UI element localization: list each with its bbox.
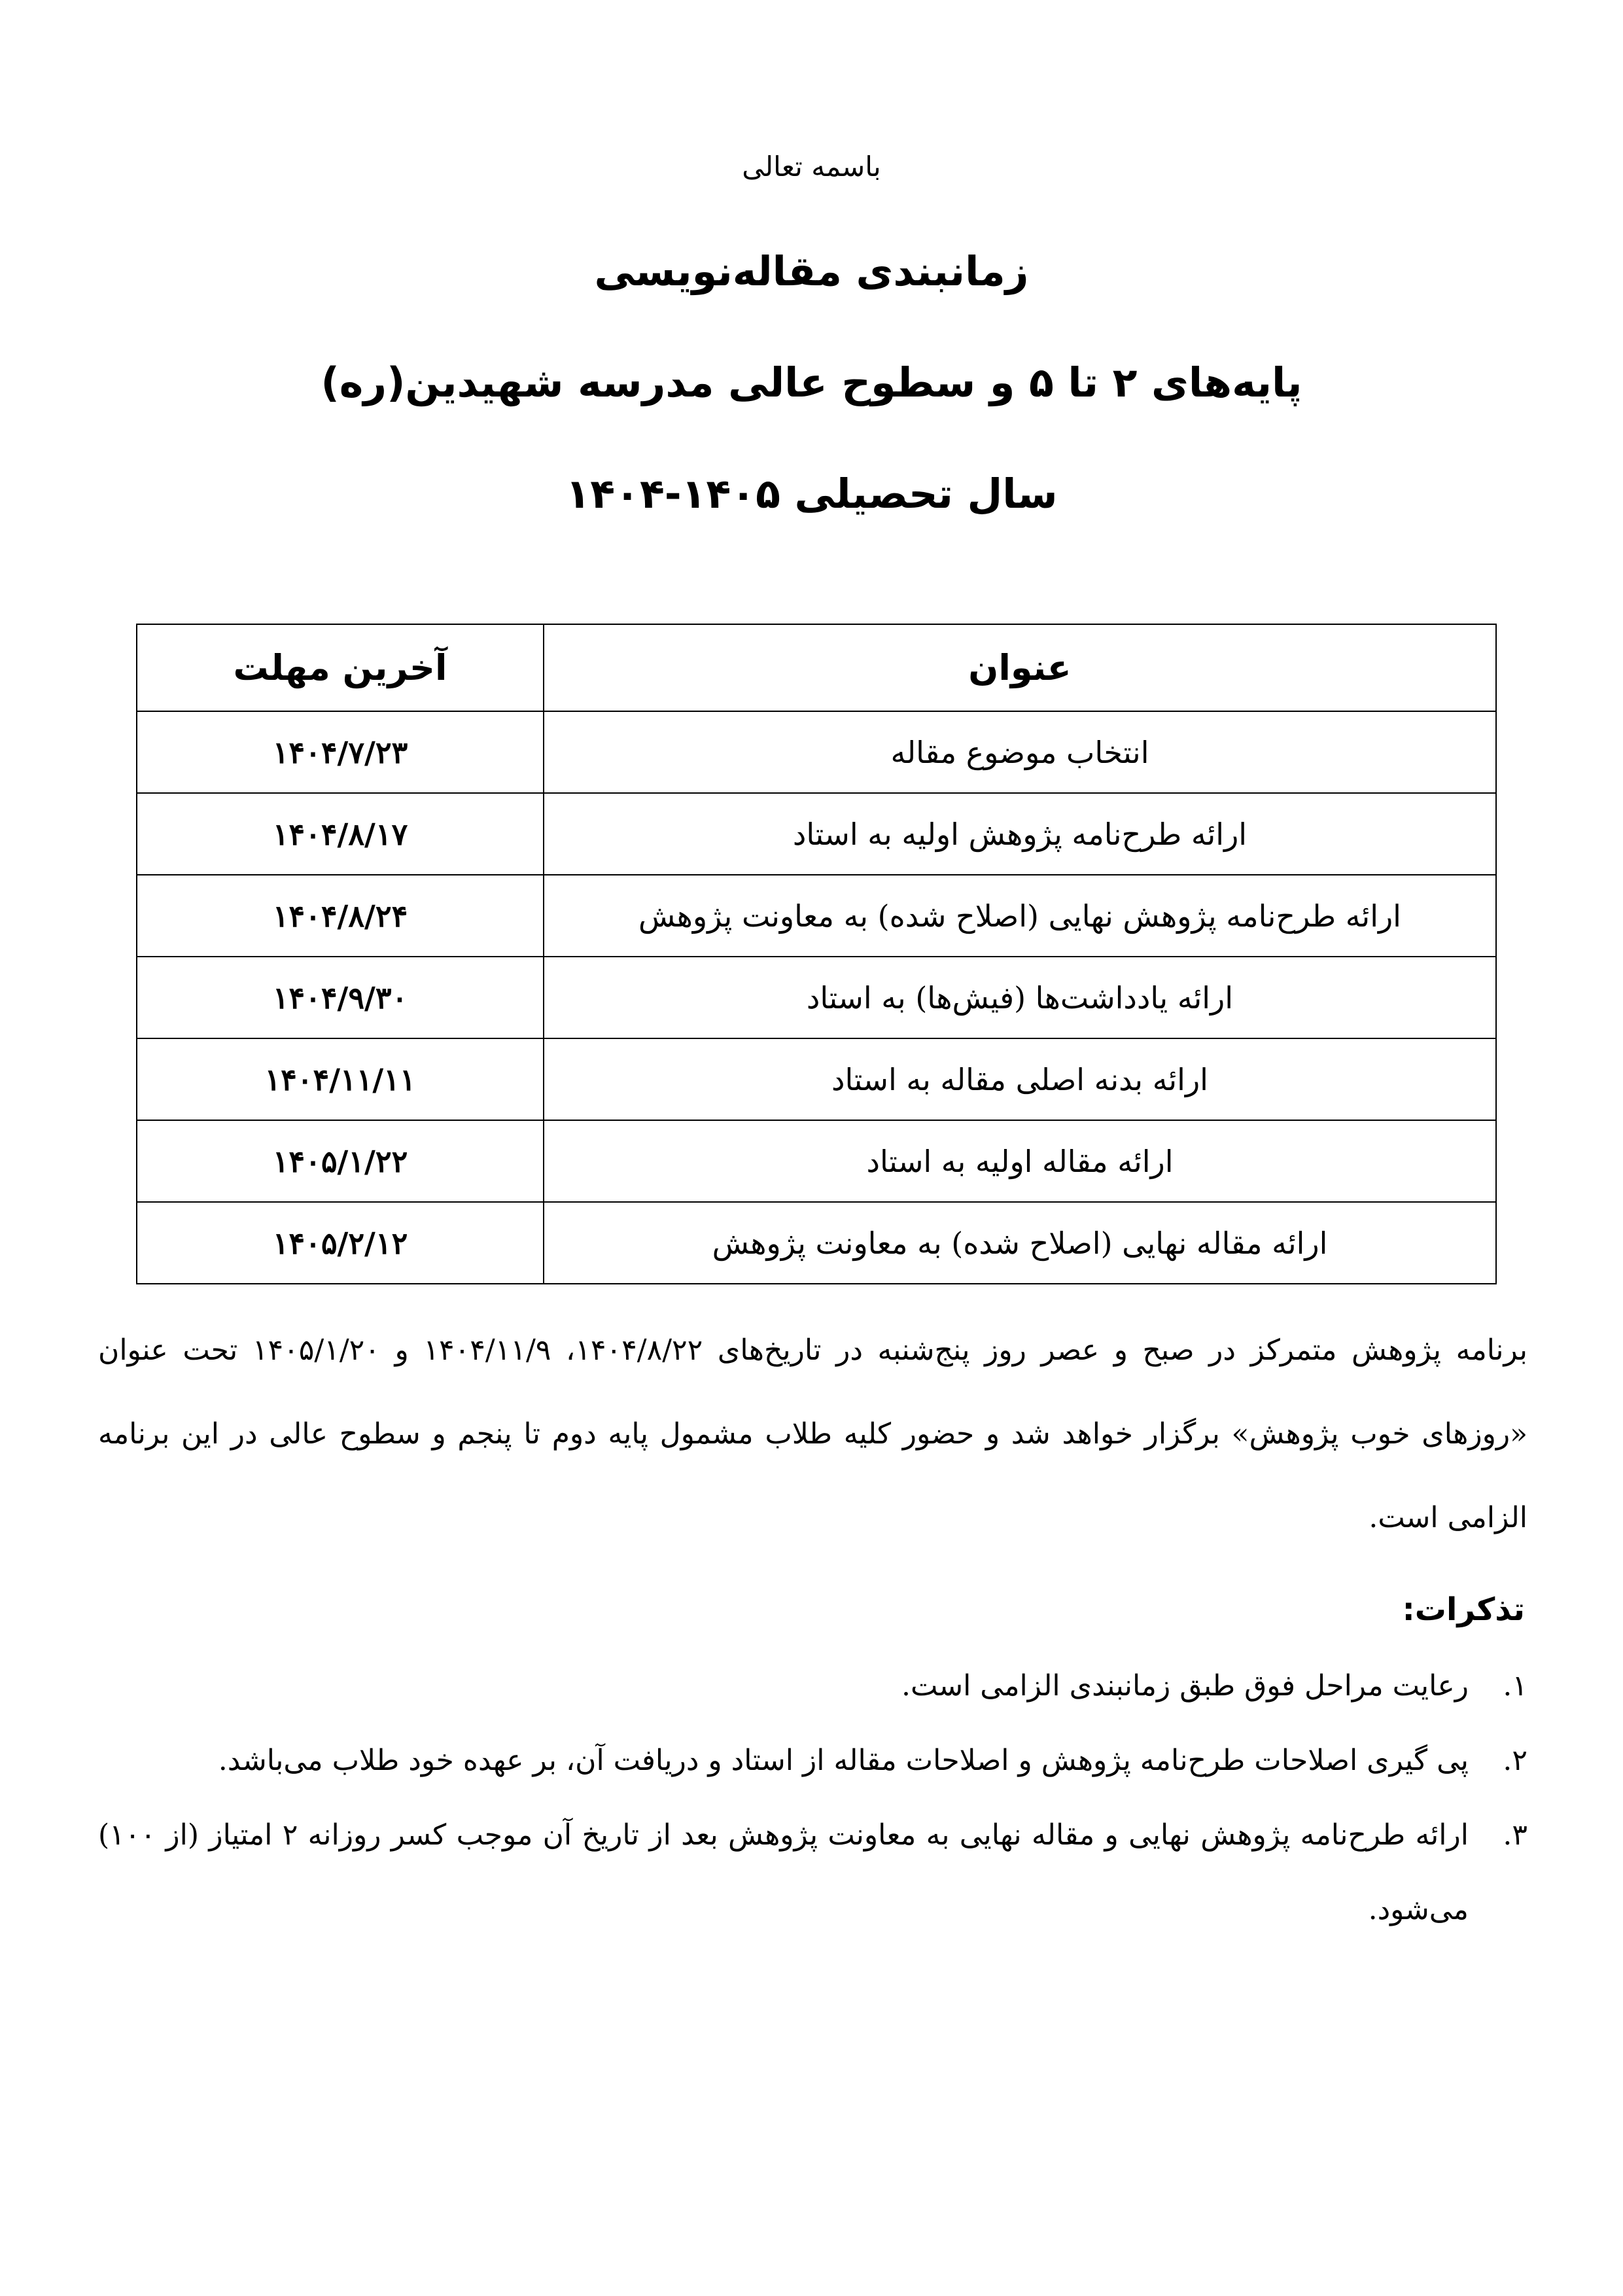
schedule-table [136, 624, 1497, 1284]
table-row [137, 711, 1496, 793]
row-deadline: ۱۴۰۴/۷/۲۳ [137, 711, 544, 793]
column-header-deadline: آخرین مهلت [137, 624, 544, 711]
row-deadline: ۱۴۰۴/۱۱/۱۱ [137, 1038, 544, 1120]
table-row [137, 793, 1496, 875]
page-title: زمانبندی مقاله‌نویسی [594, 247, 1029, 295]
list-item [98, 1723, 1527, 1798]
row-deadline: ۱۴۰۵/۱/۲۲ [137, 1120, 544, 1202]
notes-list [98, 1649, 1527, 1947]
row-deadline: ۱۴۰۴/۸/۲۴ [137, 875, 544, 957]
table-header-row [137, 624, 1496, 711]
table-row [137, 1202, 1496, 1284]
note-text: پی گیری اصلاحات طرح‌نامه پژوهش و اصلاحات مقاله از استاد و دریافت آن، بر عهده خود طلاب می‌باشد. [218, 1744, 1469, 1777]
note-text: ارائه طرح‌نامه پژوهش نهایی و مقاله نهایی به معاونت پژوهش بعد از تاریخ آن موجب کسر روزانه ۲ امتیاز (از ۱۰۰) می‌شود. [98, 1818, 1469, 1926]
table-row [137, 957, 1496, 1038]
row-title: ارائه طرح‌نامه پژوهش نهایی (اصلاح شده) به معاونت پژوهش [544, 875, 1496, 957]
row-deadline: ۱۴۰۴/۸/۱۷ [137, 793, 544, 875]
list-item [98, 1798, 1527, 1947]
row-title: ارائه بدنه اصلی مقاله به استاد [544, 1038, 1496, 1120]
list-item [98, 1649, 1527, 1723]
row-deadline: ۱۴۰۵/۲/۱۲ [137, 1202, 544, 1284]
row-title: ارائه مقاله اولیه به استاد [544, 1120, 1496, 1202]
row-deadline: ۱۴۰۴/۹/۳۰ [137, 957, 544, 1038]
note-number: ۱. [1503, 1669, 1527, 1703]
note-number: ۲. [1503, 1744, 1527, 1777]
basmala: باسمه تعالی [742, 150, 881, 183]
row-title: ارائه مقاله نهایی (اصلاح شده) به معاونت پژوهش [544, 1202, 1496, 1284]
column-header-title: عنوان [544, 624, 1496, 711]
notes-heading: تذکرات: [1402, 1591, 1525, 1628]
page-subtitle-grades: پایه‌های ۲ تا ۵ و سطوح عالی مدرسه شهیدین(ره) [321, 359, 1302, 406]
row-title: ارائه طرح‌نامه پژوهش اولیه به استاد [544, 793, 1496, 875]
table-row [137, 875, 1496, 957]
row-title: ارائه یادداشت‌ها (فیش‌ها) به استاد [544, 957, 1496, 1038]
row-title: انتخاب موضوع مقاله [544, 711, 1496, 793]
research-days-paragraph: برنامه پژوهش متمرکز در صبح و عصر روز پنج‌شنبه در تاریخ‌های ۱۴۰۴/۸/۲۲، ۱۴۰۴/۱۱/۹ و ۱۴۰۵/۱/۲۰ تحت عنوان «روزهای خوب پژوهش» برگزار خواهد شد و حضور کلیه طلاب مشمول پایه دوم تا پنجم و سطوح عالی در این برنامه الزامی است. [98, 1333, 1527, 1534]
note-text: رعایت مراحل فوق طبق زمانبندی الزامی است. [901, 1669, 1469, 1703]
note-number: ۳. [1503, 1818, 1527, 1852]
page-subtitle-year: سال تحصیلی ۱۴۰۵-۱۴۰۴ [565, 470, 1058, 518]
table-row [137, 1120, 1496, 1202]
table-row [137, 1038, 1496, 1120]
